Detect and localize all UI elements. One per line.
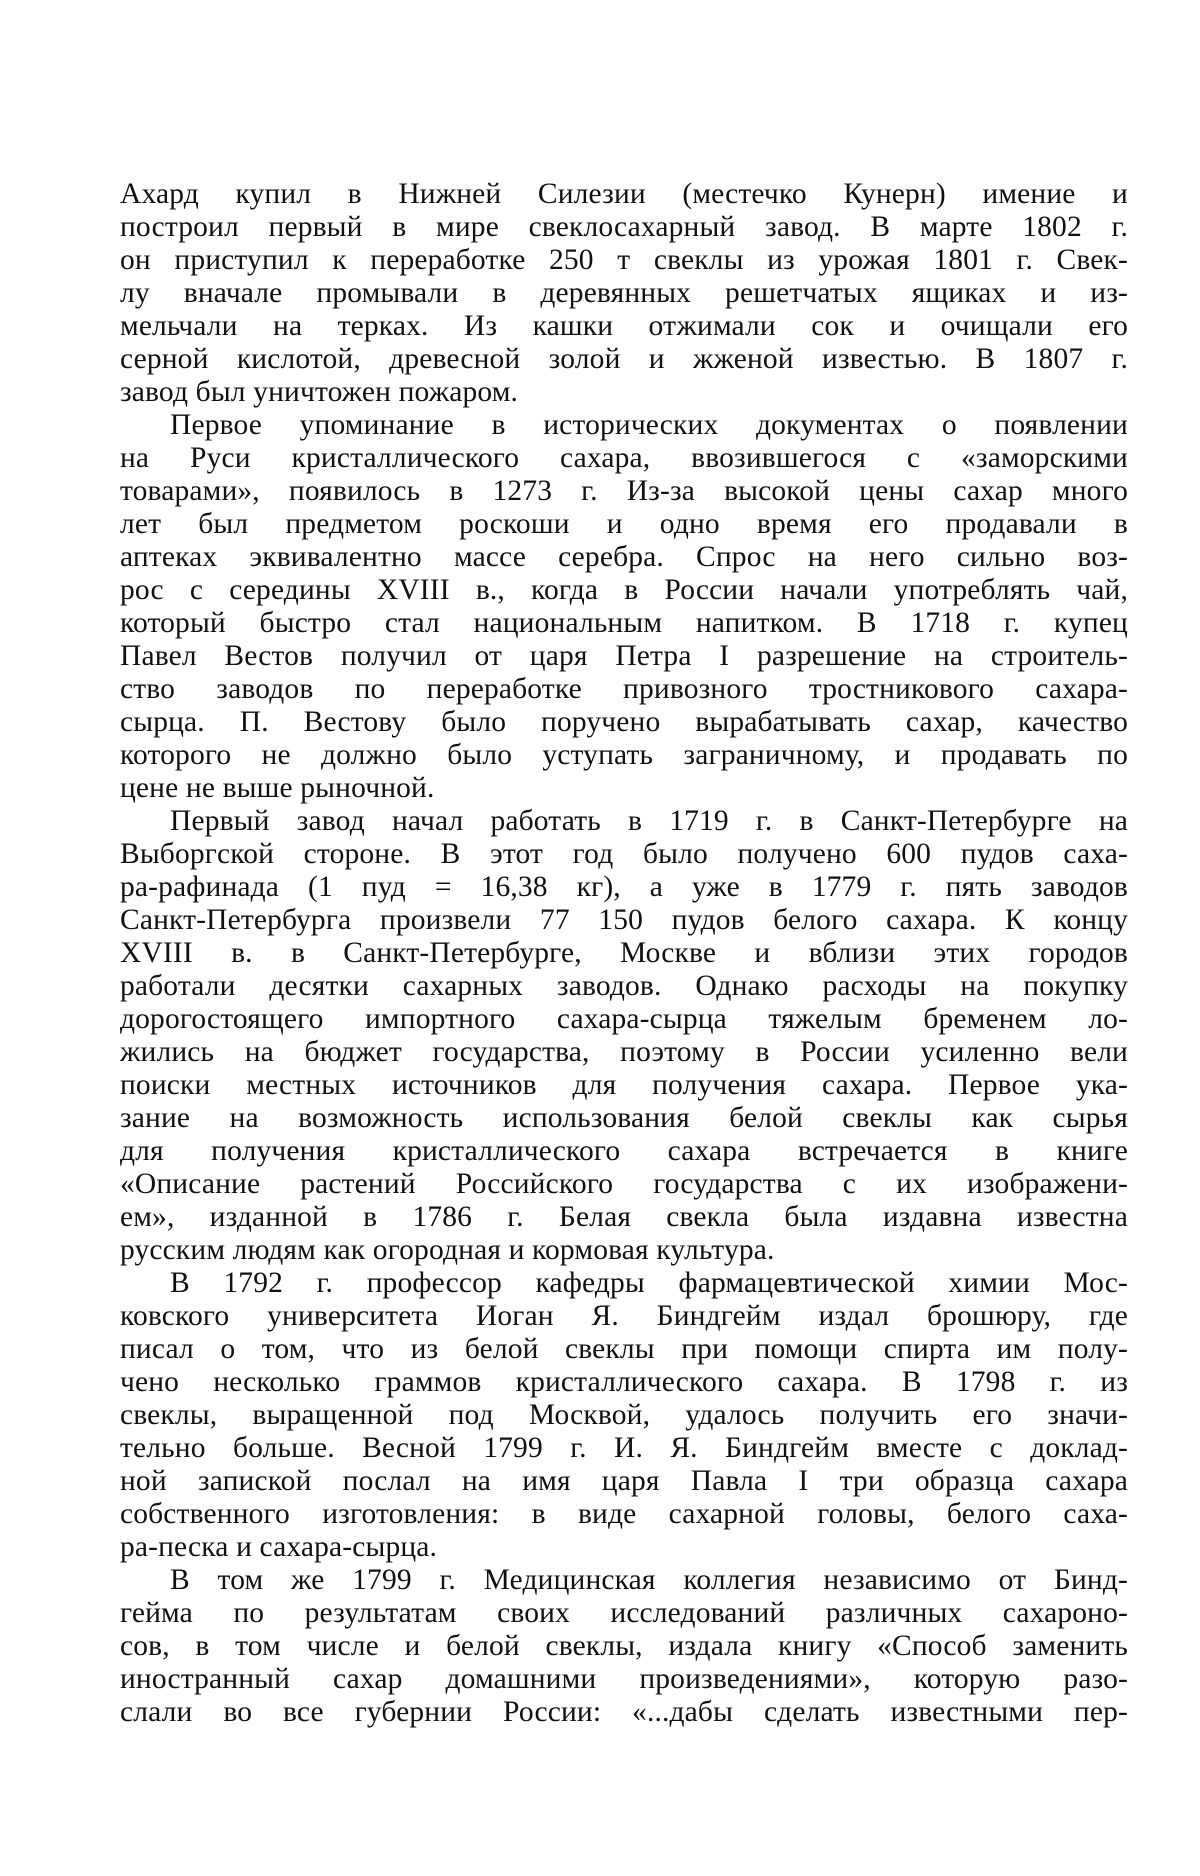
text-line: которого не должно было уступать заграничному, и продавать по: [120, 739, 1128, 771]
text-line: сов, в том числе и белой свеклы, издала книгу «Способ заменить: [120, 1630, 1128, 1662]
text-line: мельчали на терках. Из кашки отжимали сок и очищали его: [120, 310, 1128, 342]
text-line: чено несколько граммов кристаллического сахара. В 1798 г. из: [120, 1366, 1128, 1398]
text-line: аптеках эквивалентно массе серебра. Спрос на него сильно воз-: [120, 541, 1128, 573]
text-line: В том же 1799 г. Медицинская коллегия независимо от Бинд-: [170, 1564, 1128, 1596]
text-line: работали десятки сахарных заводов. Однако расходы на покупку: [120, 970, 1128, 1002]
text-line: дорогостоящего импортного сахара-сырца тяжелым бременем ло-: [120, 1003, 1128, 1035]
text-line: писал о том, что из белой свеклы при помощи спирта им полу-: [120, 1333, 1128, 1365]
text-line: Санкт-Петербурга произвели 77 150 пудов белого сахара. К концу: [120, 904, 1128, 936]
text-line: Первый завод начал работать в 1719 г. в Санкт-Петербурге на: [170, 805, 1128, 837]
text-line: построил первый в мире свеклосахарный завод. В марте 1802 г.: [120, 211, 1128, 243]
text-line: цене не выше рыночной.: [120, 772, 435, 804]
text-line: ство заводов по переработке привозного тростникового сахара-: [120, 673, 1128, 705]
text-line: свеклы, выращенной под Москвой, удалось получить его значи-: [120, 1399, 1128, 1431]
text-line: жились на бюджет государства, поэтому в России усиленно вели: [120, 1036, 1128, 1068]
text-line: Ахард купил в Нижней Силезии (местечко Кунерн) имение и: [120, 178, 1128, 210]
text-line: «Описание растений Российского государства с их изображени-: [120, 1168, 1128, 1200]
document-page: [120, 178, 1128, 1729]
text-line: иностранный сахар домашними произведениями», которую разо-: [120, 1663, 1128, 1695]
text-line: собственного изготовления: в виде сахарной головы, белого саха-: [120, 1498, 1128, 1530]
text-line: ной запиской послал на имя царя Павла I три образца сахара: [120, 1465, 1128, 1497]
text-line: лу вначале промывали в деревянных решетчатых ящиках и из-: [120, 277, 1128, 309]
text-line: зание на возможность использования белой свеклы как сырья: [120, 1102, 1128, 1134]
text-line: поиски местных источников для получения сахара. Первое ука-: [120, 1069, 1128, 1101]
text-line: ра-рафинада (1 пуд = 16,38 кг), а уже в 1779 г. пять заводов: [120, 871, 1128, 903]
text-line: для получения кристаллического сахара встречается в книге: [120, 1135, 1128, 1167]
text-line: гейма по результатам своих исследований различных сахароно-: [120, 1597, 1128, 1629]
text-line: Выборгской стороне. В этот год было получено 600 пудов саха-: [120, 838, 1128, 870]
text-line: рос с середины XVIII в., когда в России начали употреблять чай,: [120, 574, 1128, 606]
text-line: русским людям как огородная и кормовая культура.: [120, 1234, 775, 1266]
paragraph: [120, 1267, 1128, 1564]
text-line: сырца. П. Вестову было поручено вырабатывать сахар, качество: [120, 706, 1128, 738]
text-line: завод был уничтожен пожаром.: [120, 376, 519, 408]
text-line: XVIII в. в Санкт-Петербурге, Москве и вблизи этих городов: [120, 937, 1128, 969]
paragraph: [120, 409, 1128, 805]
text-line: тельно больше. Весной 1799 г. И. Я. Биндгейм вместе с доклад-: [120, 1432, 1128, 1464]
text-line: он приступил к переработке 250 т свеклы из урожая 1801 г. Свек-: [120, 244, 1128, 276]
paragraph: [120, 178, 1128, 409]
text-line: ем», изданной в 1786 г. Белая свекла была издавна известна: [120, 1201, 1128, 1233]
text-line: В 1792 г. профессор кафедры фармацевтической химии Мос-: [170, 1267, 1128, 1299]
text-line: товарами», появилось в 1273 г. Из-за высокой цены сахар много: [120, 475, 1128, 507]
text-line: лет был предметом роскоши и одно время его продавали в: [120, 508, 1128, 540]
paragraph: [120, 805, 1128, 1267]
text-line: ра-песка и сахара-сырца.: [120, 1531, 438, 1563]
paragraph: [120, 1564, 1128, 1729]
text-line: который быстро стал национальным напитком. В 1718 г. купец: [120, 607, 1128, 639]
text-line: на Руси кристаллического сахара, ввозившегося с «заморскими: [120, 442, 1128, 474]
text-line: Первое упоминание в исторических документах о появлении: [170, 409, 1128, 441]
text-line: Павел Вестов получил от царя Петра I разрешение на строитель-: [120, 640, 1128, 672]
text-line: ковского университета Иоган Я. Биндгейм издал брошюру, где: [120, 1300, 1128, 1332]
text-line: серной кислотой, древесной золой и жженой известью. В 1807 г.: [120, 343, 1128, 375]
text-line: слали во все губернии России: «...дабы сделать известными пер-: [120, 1696, 1128, 1728]
